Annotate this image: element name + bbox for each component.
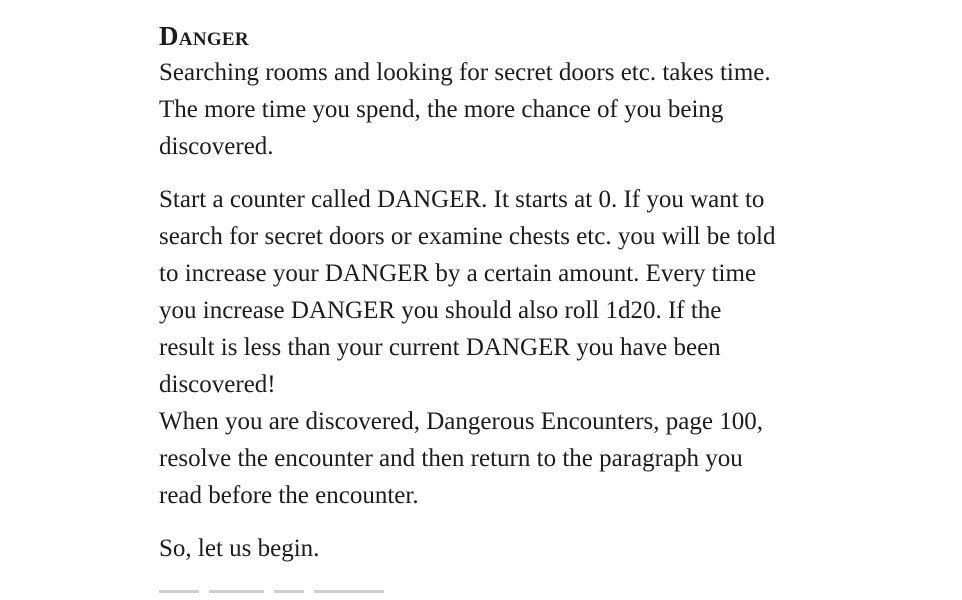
paragraph-danger-rules <box>159 181 839 514</box>
text-line: Searching rooms and looking for secret doors etc. takes time. <box>159 59 771 86</box>
document-page <box>159 18 839 567</box>
text-line: to increase your DANGER by a certain amount. Every time <box>159 260 757 287</box>
paragraph-begin <box>159 530 839 567</box>
text-line: search for secret doors or examine chests etc. you will be told <box>159 223 776 250</box>
text-line: you increase DANGER you should also roll 1d20. If the <box>159 297 722 324</box>
text-line: When you are discovered, Dangerous Encounters, page 100, <box>159 408 763 435</box>
cut-off-next-line <box>159 590 409 600</box>
text-line: result is less than your current DANGER you have been <box>159 334 721 361</box>
text-line: discovered! <box>159 371 276 398</box>
text-line: The more time you spend, the more chance of you being <box>159 96 724 123</box>
text-line: discovered. <box>159 133 274 160</box>
section-heading: Danger <box>159 21 249 51</box>
paragraph-intro <box>159 54 839 165</box>
text-line: resolve the encounter and then return to the paragraph you <box>159 445 743 472</box>
text-line: Start a counter called DANGER. It starts at 0. If you want to <box>159 186 765 213</box>
text-line: So, let us begin. <box>159 535 320 562</box>
text-line: read before the encounter. <box>159 482 419 509</box>
